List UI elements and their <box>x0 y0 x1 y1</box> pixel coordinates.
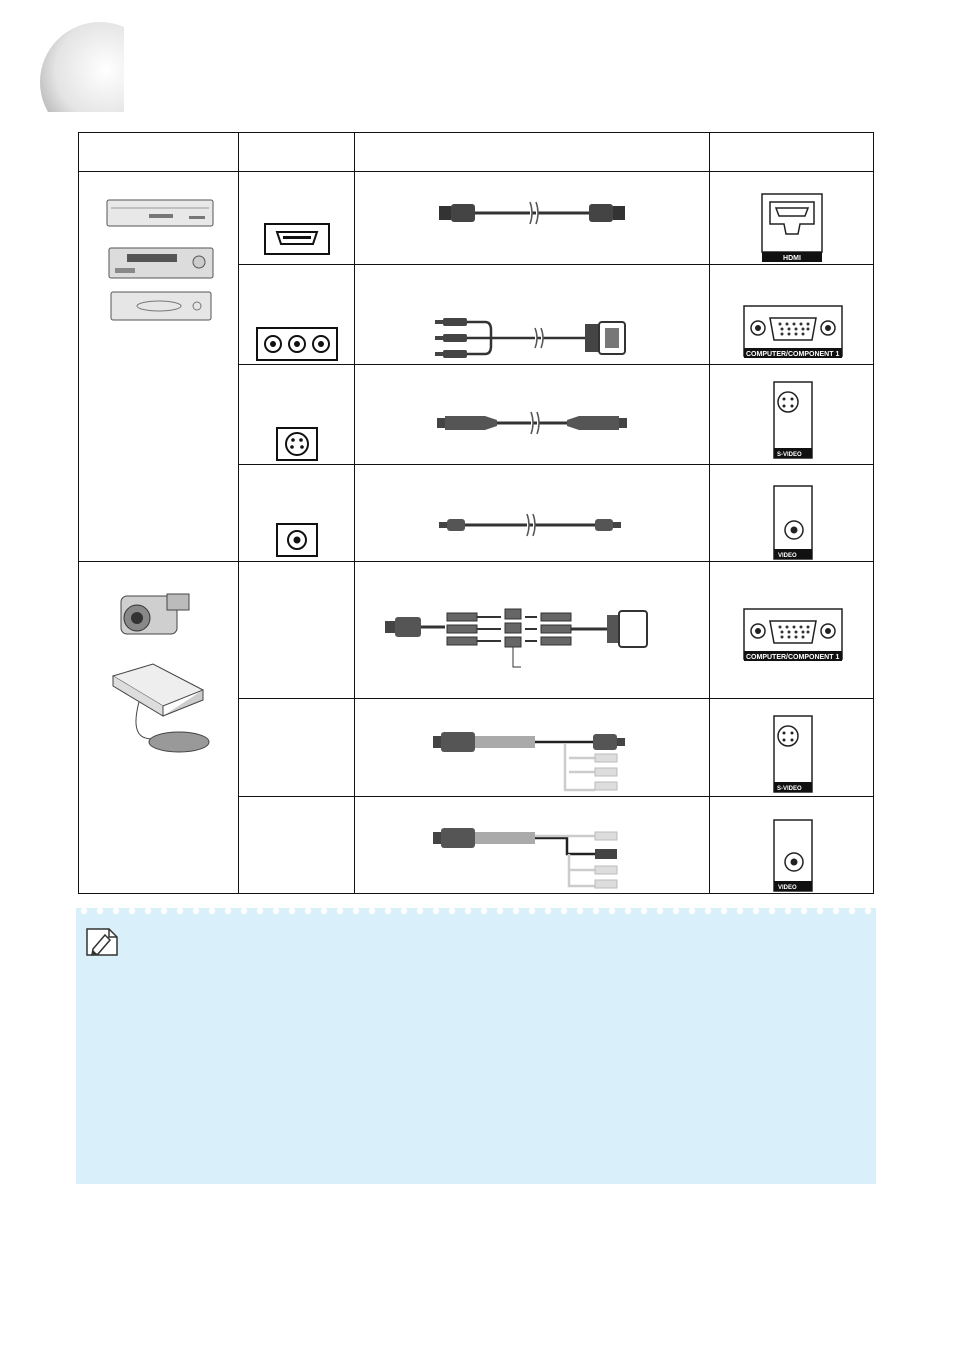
note-box <box>76 908 876 1184</box>
video-multi-cable-illustration <box>355 798 708 893</box>
s-video-multi-cable-cell <box>355 699 710 797</box>
hdmi-cable-cell <box>355 172 710 265</box>
computer-input-cell-2 <box>710 562 874 699</box>
video-input-cell-2 <box>710 797 874 894</box>
header-output <box>239 133 355 172</box>
s-video-port-label: S-VIDEO <box>777 451 802 458</box>
camera-game-equipment-cell <box>79 562 239 894</box>
s-video-input-cell-2 <box>710 699 874 797</box>
component-adapter-cable-illustration <box>355 563 708 698</box>
connection-table <box>78 132 874 894</box>
s-video-port-label-2: S-VIDEO <box>777 785 802 792</box>
s-video-multi-cable-illustration <box>355 700 708 796</box>
s-video-cable-cell <box>355 365 710 465</box>
s-video-cable-illustration <box>355 366 708 464</box>
rca-jacks-icon <box>257 328 337 360</box>
video-cable-illustration <box>355 466 708 561</box>
adapter-output-cell-2 <box>239 699 355 797</box>
computer-input-cell-1 <box>710 265 874 365</box>
camcorder-console-illustration <box>79 562 237 762</box>
header-equipment <box>79 133 239 172</box>
pencil-icon <box>83 925 123 959</box>
av-devices-illustration <box>79 172 237 332</box>
video-port-label: VIDEO <box>778 552 797 559</box>
component-adapter-cable-cell <box>355 562 710 699</box>
video-cable-cell <box>355 465 710 562</box>
hdmi-cable-illustration <box>355 172 708 264</box>
video-input-cell <box>710 465 874 562</box>
adapter-output-cell-3 <box>239 797 355 894</box>
video-output-cell <box>239 465 355 562</box>
table-header-row <box>79 133 874 172</box>
header-decoration <box>32 14 152 134</box>
hdmi-output-cell <box>239 172 355 265</box>
note-scallop-edge <box>76 908 876 918</box>
computer-component-port-label-2: COMPUTER/COMPONENT 1 <box>746 653 840 661</box>
component-cable-illustration <box>355 266 708 364</box>
hdmi-jack-icon <box>265 224 329 254</box>
video-port-label-2: VIDEO <box>778 884 797 891</box>
hdmi-input-cell <box>710 172 874 265</box>
adapter-output-cell <box>239 562 355 699</box>
video-multi-cable-cell <box>355 797 710 894</box>
header-input <box>710 133 874 172</box>
computer-component-port-label: COMPUTER/COMPONENT 1 <box>746 350 840 358</box>
video-equipment-cell <box>79 172 239 562</box>
table-row <box>79 172 874 265</box>
s-video-output-cell <box>239 365 355 465</box>
table-row <box>79 562 874 699</box>
s-video-jack-icon <box>277 428 317 460</box>
component-output-cell <box>239 265 355 365</box>
header-cable <box>355 133 710 172</box>
s-video-input-cell <box>710 365 874 465</box>
video-jack-icon <box>277 524 317 556</box>
component-cable-cell <box>355 265 710 365</box>
hdmi-port-label: HDMI <box>783 255 801 262</box>
